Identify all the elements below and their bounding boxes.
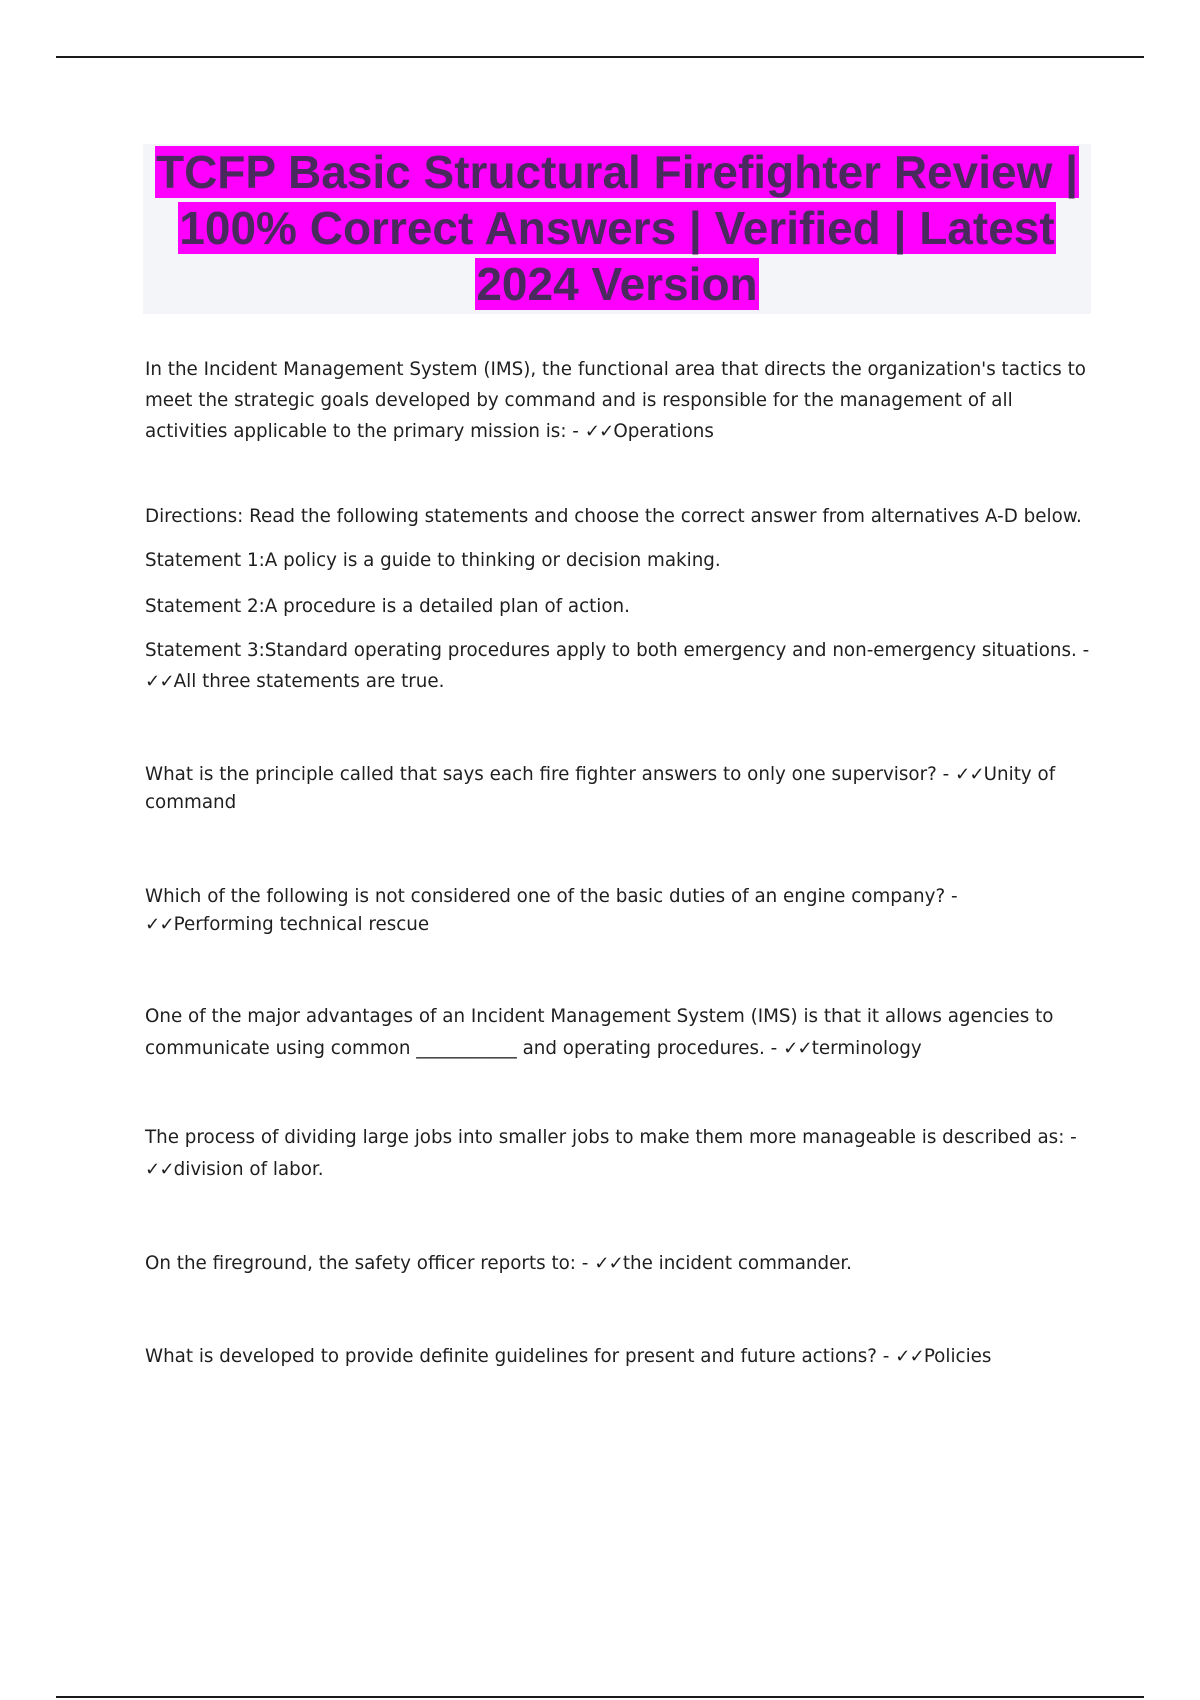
top-rule xyxy=(56,56,1144,58)
question-text: In the Incident Management System (IMS), the functional area that directs the organization's tactics to meet the strategic goals developed by command and is responsible for the management of all activities applicable to the primary mission is: - xyxy=(145,359,1086,442)
check-marks-icon: ✓✓ xyxy=(783,1038,812,1059)
check-marks-icon: ✓✓ xyxy=(584,421,614,442)
qa-item-ims-operations xyxy=(145,354,1090,447)
check-marks-icon: ✓✓ xyxy=(145,1159,174,1180)
qa-item-unity-of-command xyxy=(145,761,1090,817)
qa-item-terminology xyxy=(145,1001,1090,1065)
answer-text: division of labor. xyxy=(173,1159,324,1180)
question-text: Statement 3:Standard operating procedures apply to both emergency and non-emergency situations. - xyxy=(145,640,1090,661)
directions-text: Directions: Read the following statements and choose the correct answer from alternatives A-D below. xyxy=(145,506,1082,527)
bottom-rule xyxy=(56,1696,1144,1698)
answer-text: Operations xyxy=(613,421,714,442)
question-text: What is the principle called that says each fire fighter answers to only one supervisor? - xyxy=(145,764,956,785)
statement-1: Statement 1:A policy is a guide to thinking or decision making. xyxy=(145,550,721,571)
title-highlight: TCFP Basic Structural Firefighter Review | 100% Correct Answers | Verified | Latest 2024 Version xyxy=(155,146,1079,310)
qa-item-division-of-labor xyxy=(145,1122,1090,1186)
answer-text: Unity of command xyxy=(145,764,1056,813)
title-band xyxy=(143,144,1091,314)
answer-text: terminology xyxy=(811,1038,922,1059)
statement-2: Statement 2:A procedure is a detailed plan of action. xyxy=(145,596,630,617)
question-text: On the fireground, the safety officer reports to: - xyxy=(145,1253,595,1274)
qa-item-statements xyxy=(145,635,1090,697)
check-marks-icon: ✓✓ xyxy=(145,914,174,935)
question-text: The process of dividing large jobs into smaller jobs to make them more manageable is described as: - xyxy=(145,1127,1077,1148)
check-marks-icon: ✓✓ xyxy=(895,1346,924,1367)
question-text: Which of the following is not considered one of the basic duties of an engine company? - xyxy=(145,886,958,907)
question-text: One of the major advantages of an Incident Management System (IMS) is that it allows agencies to communicate using common ___________ and operating procedures. - xyxy=(145,1006,1054,1059)
answer-text: the incident commander. xyxy=(622,1253,852,1274)
check-marks-icon: ✓✓ xyxy=(955,764,984,785)
question-text: What is developed to provide definite guidelines for present and future actions? - xyxy=(145,1346,896,1367)
check-marks-icon: ✓✓ xyxy=(145,671,174,692)
answer-text: Performing technical rescue xyxy=(173,914,430,935)
qa-item-engine-company xyxy=(145,883,1090,939)
check-marks-icon: ✓✓ xyxy=(594,1253,623,1274)
answer-text: Policies xyxy=(923,1346,992,1367)
answer-text: All three statements are true. xyxy=(173,671,445,692)
qa-item-safety-officer xyxy=(145,1248,1090,1279)
document-body xyxy=(145,354,1090,1372)
qa-item-policies xyxy=(145,1341,1090,1372)
document-title xyxy=(143,144,1091,312)
